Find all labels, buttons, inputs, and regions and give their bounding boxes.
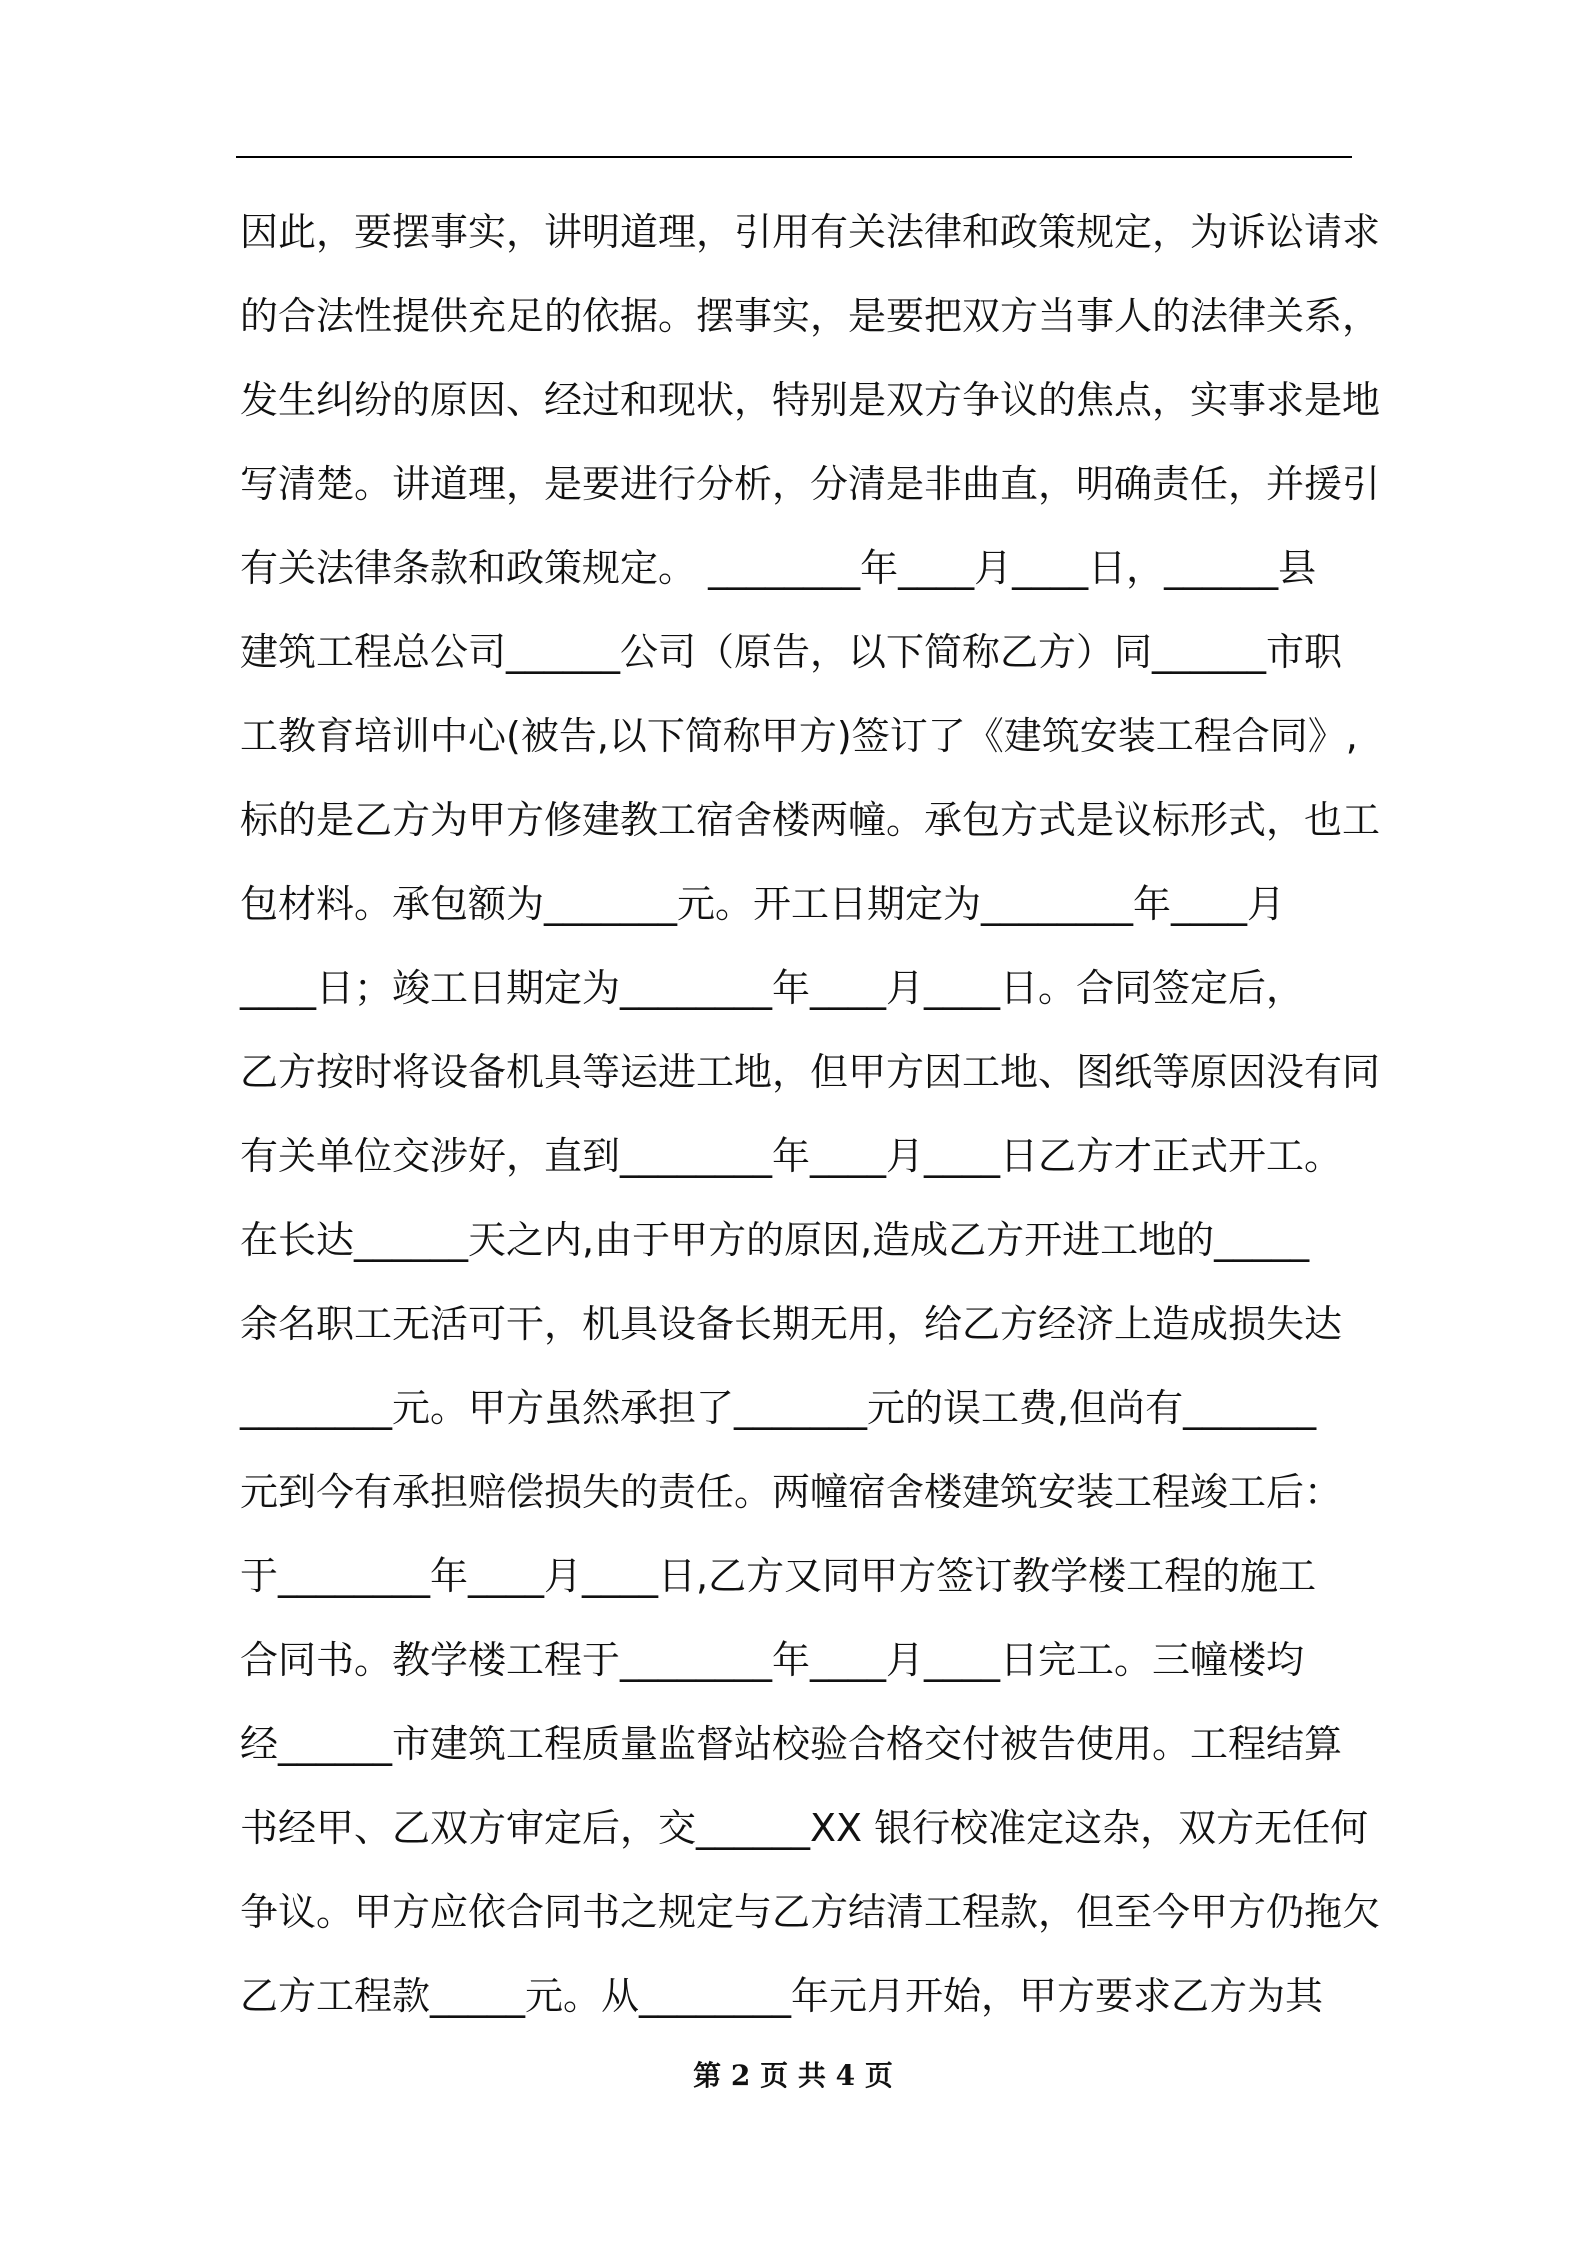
header-rule — [236, 156, 1352, 158]
text-line: 建筑工程总公司______公司（原告，以下简称乙方）同______市职 — [240, 630, 1343, 674]
text-line: 书经甲、乙双方审定后，交______XX 银行校准定这杂，双方无任何 — [240, 1806, 1369, 1850]
text-line: 工教育培训中心(被告,以下简称甲方)签订了《建筑安装工程合同》, — [240, 714, 1358, 758]
text-line: 包材料。承包额为_______元。开工日期定为________年____月 — [240, 882, 1286, 926]
text-line: 经______市建筑工程质量监督站校验合格交付被告使用。工程结算 — [240, 1722, 1343, 1766]
text-line: 的合法性提供充足的依据。摆事实，是要把双方当事人的法律关系， — [240, 294, 1381, 338]
text-line: 于________年____月____日,乙方又同甲方签订教学楼工程的施工 — [240, 1554, 1317, 1598]
text-line: 元到今有承担赔偿损失的责任。两幢宿舍楼建筑安装工程竣工后： — [240, 1470, 1343, 1514]
text-line: ________元。甲方虽然承担了_______元的误工费,但尚有_______ — [240, 1386, 1317, 1430]
text-line: 合同书。教学楼工程于________年____月____日完工。三幢楼均 — [240, 1638, 1305, 1682]
text-line: 写清楚。讲道理，是要进行分析，分清是非曲直，明确责任，并援引 — [240, 462, 1381, 506]
text-line: 余名职工无活可干，机具设备长期无用，给乙方经济上造成损失达 — [240, 1302, 1343, 1346]
text-line: 乙方工程款_____元。从________年元月开始，甲方要求乙方为其 — [240, 1974, 1324, 2018]
text-line: 在长达______天之内,由于甲方的原因,造成乙方开进工地的_____ — [240, 1218, 1310, 1262]
page-number: 第 2 页 共 4 页 — [693, 2059, 893, 2092]
text-line: 乙方按时将设备机具等运进工地，但甲方因工地、图纸等原因没有同 — [240, 1050, 1381, 1094]
text-line: 有关法律条款和政策规定。 ________年____月____日，______县 — [240, 546, 1317, 590]
document-body — [240, 190, 1381, 2038]
text-line: 标的是乙方为甲方修建教工宿舍楼两幢。承包方式是议标形式，也工 — [240, 798, 1381, 842]
text-line: 争议。甲方应依合同书之规定与乙方结清工程款，但至今甲方仍拖欠 — [240, 1890, 1381, 1934]
text-line: 有关单位交涉好，直到________年____月____日乙方才正式开工。 — [240, 1134, 1343, 1178]
text-line: 发生纠纷的原因、经过和现状，特别是双方争议的焦点，实事求是地 — [240, 378, 1381, 422]
text-line: ____日；竣工日期定为________年____月____日。合同签定后， — [240, 966, 1305, 1010]
text-line: 因此，要摆事实，讲明道理，引用有关法律和政策规定，为诉讼请求 — [240, 210, 1381, 254]
